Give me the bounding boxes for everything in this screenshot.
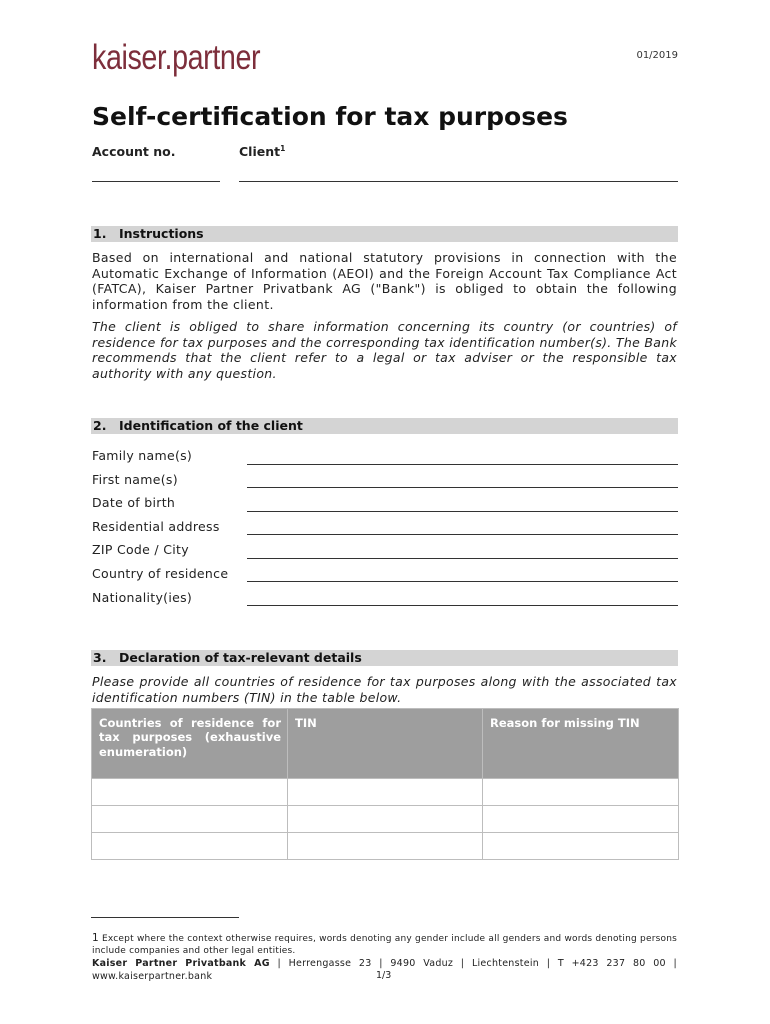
country-of-residence-field[interactable]	[247, 581, 678, 582]
nationality-label: Nationality(ies)	[92, 590, 193, 605]
family-name-field[interactable]	[247, 464, 678, 465]
table-row	[92, 833, 679, 860]
countries-header: Countries of residence for tax purposes (exhaustive enumeration)	[92, 709, 288, 779]
instructions-note: The client is obliged to share information concerning its country (or countries) of residence for tax purposes and the corresponding tax identification number(s). The Bank recommends that the client refer to a legal or tax adviser or the responsible tax authority with any question.	[92, 319, 677, 381]
footer-company: Kaiser Partner Privatbank AG	[92, 958, 270, 969]
reason-header: Reason for missing TIN	[483, 709, 679, 779]
nationality-field[interactable]	[247, 605, 678, 606]
company-logo: kaiser.partner	[92, 38, 261, 77]
date-of-birth-field[interactable]	[247, 511, 678, 512]
footnote-ref: 1	[280, 144, 286, 153]
zip-city-field[interactable]	[247, 558, 678, 559]
first-name-label: First name(s)	[92, 472, 178, 487]
account-number-field[interactable]	[92, 181, 220, 182]
declaration-paragraph: Please provide all countries of residence for tax purposes along with the associated tax identification numbers (TIN) in the table below.	[92, 674, 677, 705]
country-cell[interactable]	[92, 833, 288, 860]
reason-cell[interactable]	[483, 779, 679, 806]
first-name-field[interactable]	[247, 487, 678, 488]
page-number: 1/3	[376, 970, 392, 981]
document-date: 01/2019	[636, 50, 678, 61]
section-declaration-heading	[91, 650, 678, 666]
section-number: 3.	[93, 650, 107, 665]
date-of-birth-label: Date of birth	[92, 495, 176, 510]
section-number: 1.	[93, 226, 107, 241]
footnote-text: Except where the context otherwise requires, words denoting any gender include all genders and words denoting persons include companies and other legal entities.	[92, 934, 677, 956]
section-title: Instructions	[119, 226, 204, 241]
footer-address: | Herrengasse 23 | 9490 Vaduz | Liechtenstein | T +423 237 80 00 | www.kaiserpartner.bank	[92, 958, 677, 982]
client-field[interactable]	[239, 181, 678, 182]
account-number-label: Account no.	[92, 144, 176, 159]
table-header-row	[92, 709, 679, 779]
reason-cell[interactable]	[483, 806, 679, 833]
table-row	[92, 806, 679, 833]
section-title: Identification of the client	[119, 418, 303, 433]
footnote	[92, 932, 677, 957]
country-of-residence-label: Country of residence	[92, 566, 229, 581]
client-label-text: Client	[239, 144, 281, 160]
instructions-paragraph: Based on international and national statutory provisions in connection with the Automatic Exchange of Information (AEOI) and the Foreign Account Tax Compliance Act (FATCA), Kaiser Partner Privatbank AG ("Bank") is obliged to obtain the following information from the client.	[92, 250, 677, 312]
tin-cell[interactable]	[288, 833, 483, 860]
residential-address-label: Residential address	[92, 519, 220, 534]
country-cell[interactable]	[92, 806, 288, 833]
residential-address-field[interactable]	[247, 534, 678, 535]
footnote-divider	[91, 917, 239, 918]
client-label	[239, 144, 285, 159]
family-name-label: Family name(s)	[92, 448, 193, 463]
tin-cell[interactable]	[288, 806, 483, 833]
country-cell[interactable]	[92, 779, 288, 806]
table-row	[92, 779, 679, 806]
section-number: 2.	[93, 418, 107, 433]
zip-city-label: ZIP Code / City	[92, 542, 189, 557]
tin-table	[91, 708, 679, 860]
section-title: Declaration of tax-relevant details	[119, 650, 362, 665]
reason-cell[interactable]	[483, 833, 679, 860]
page-title: Self-certification for tax purposes	[92, 102, 568, 131]
footnote-number: 1	[92, 932, 99, 944]
tin-header: TIN	[288, 709, 483, 779]
tin-cell[interactable]	[288, 779, 483, 806]
section-instructions-heading	[91, 226, 678, 242]
section-identification-heading	[91, 418, 678, 434]
